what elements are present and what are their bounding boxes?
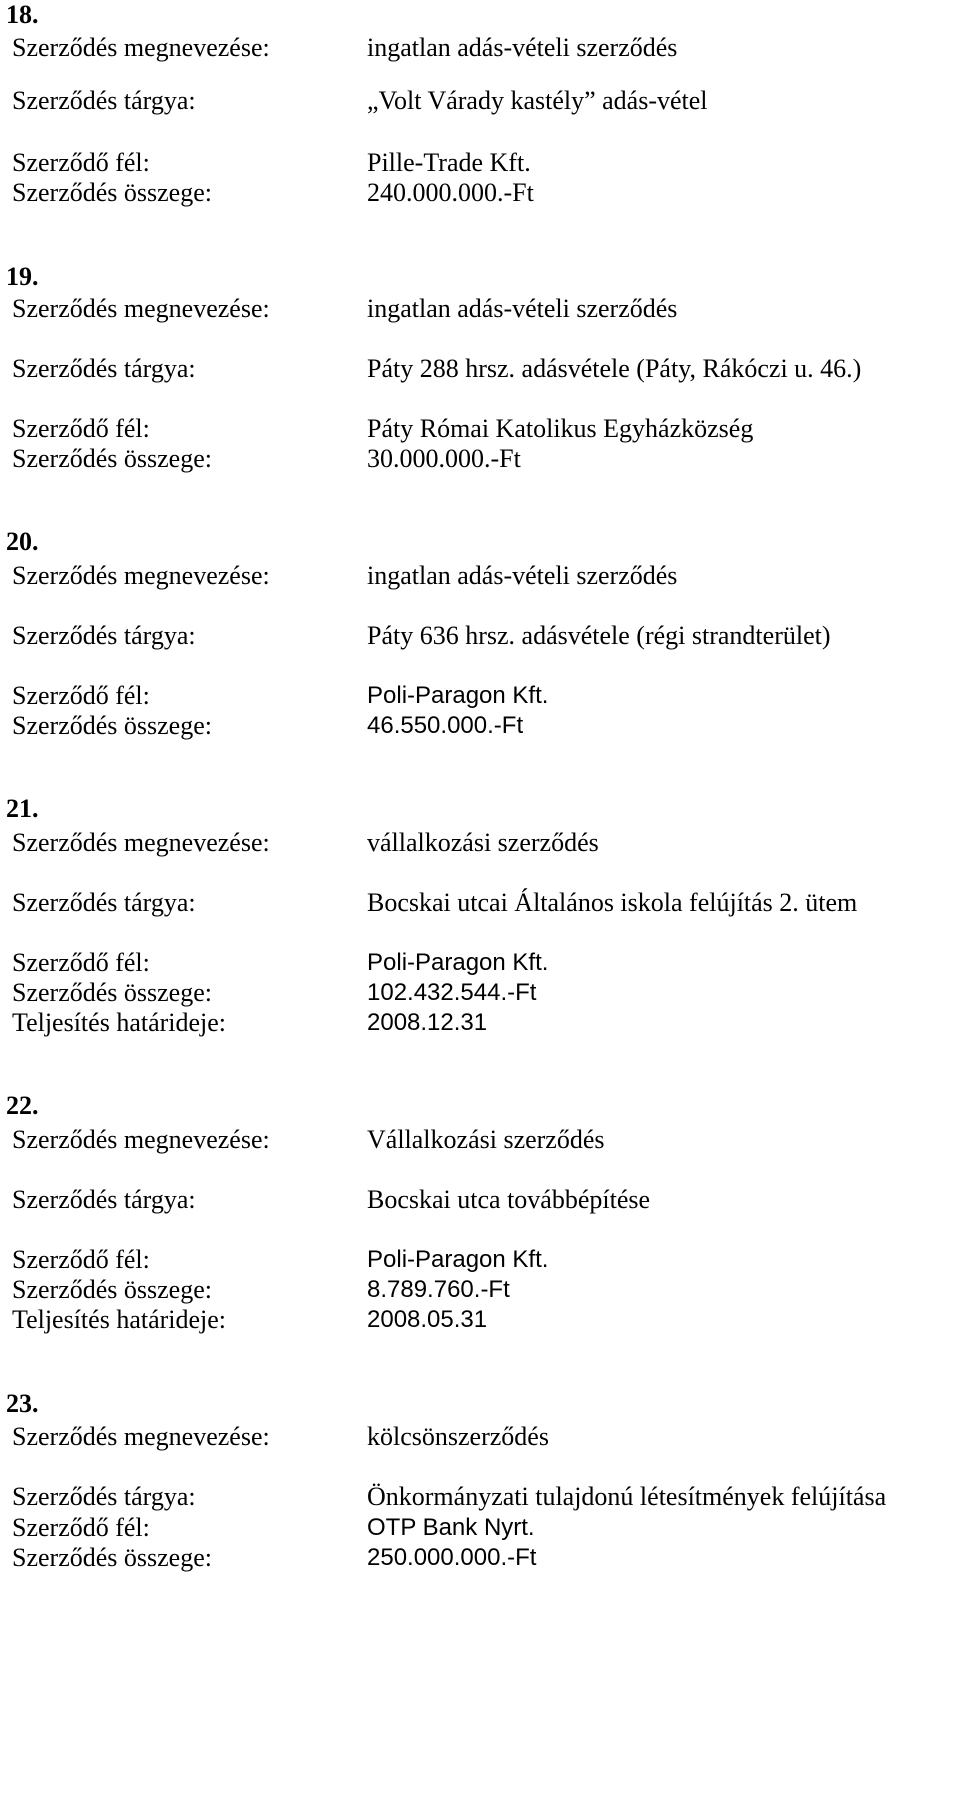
name-label: Szerződés megnevezése: [12, 828, 270, 857]
contract-name: kölcsönszerződés [367, 1422, 549, 1451]
contract-number: 23. [6, 1389, 39, 1418]
party-label: Szerződő fél: [12, 414, 150, 443]
contract-name: Vállalkozási szerződés [367, 1125, 605, 1154]
contract-name: ingatlan adás-vételi szerződés [367, 294, 678, 323]
contract-amount: 8.789.760.-Ft [367, 1276, 510, 1303]
name-label: Szerződés megnevezése: [12, 1125, 270, 1154]
subject-label: Szerződés tárgya: [12, 1482, 196, 1511]
contract-subject: Páty 288 hrsz. adásvétele (Páty, Rákóczi u. 46.) [367, 354, 862, 383]
party-label: Szerződő fél: [12, 148, 150, 177]
name-label: Szerződés megnevezése: [12, 561, 270, 590]
contract-party: Poli-Paragon Kft. [367, 1246, 549, 1273]
amount-label: Szerződés összege: [12, 178, 212, 207]
amount-label: Szerződés összege: [12, 444, 212, 473]
amount-label: Szerződés összege: [12, 1275, 212, 1304]
contract-party: OTP Bank Nyrt. [367, 1514, 535, 1541]
amount-label: Szerződés összege: [12, 711, 212, 740]
party-label: Szerződő fél: [12, 681, 150, 710]
contract-number: 19. [6, 262, 39, 291]
contract-number: 18. [6, 0, 39, 29]
contract-deadline: 2008.05.31 [367, 1306, 488, 1333]
contract-party: Páty Római Katolikus Egyházközség [367, 414, 754, 443]
contract-amount: 240.000.000.-Ft [367, 178, 534, 207]
party-label: Szerződő fél: [12, 1513, 150, 1542]
contract-number: 20. [6, 527, 39, 556]
contract-subject: Bocskai utcai Általános iskola felújítás 2. ütem [367, 888, 858, 917]
contract-number: 21. [6, 794, 39, 823]
contract-amount: 250.000.000.-Ft [367, 1544, 537, 1571]
deadline-label: Teljesítés határideje: [12, 1008, 227, 1037]
amount-label: Szerződés összege: [12, 978, 212, 1007]
party-label: Szerződő fél: [12, 1245, 150, 1274]
contract-party: Poli-Paragon Kft. [367, 949, 549, 976]
name-label: Szerződés megnevezése: [12, 294, 270, 323]
contract-subject: „Volt Várady kastély” adás-vétel [367, 86, 708, 115]
contract-name: ingatlan adás-vételi szerződés [367, 561, 678, 590]
contract-name: vállalkozási szerződés [367, 828, 599, 857]
contract-subject: Bocskai utca továbbépítése [367, 1185, 651, 1214]
party-label: Szerződő fél: [12, 948, 150, 977]
contract-number: 22. [6, 1091, 39, 1120]
subject-label: Szerződés tárgya: [12, 1185, 196, 1214]
contract-amount: 46.550.000.-Ft [367, 712, 524, 739]
contract-subject: Önkormányzati tulajdonú létesítmények felújítása [367, 1482, 887, 1511]
subject-label: Szerződés tárgya: [12, 86, 196, 115]
contract-name: ingatlan adás-vételi szerződés [367, 33, 678, 62]
contract-amount: 102.432.544.-Ft [367, 979, 537, 1006]
subject-label: Szerződés tárgya: [12, 621, 196, 650]
contract-amount: 30.000.000.-Ft [367, 444, 521, 473]
contract-party: Poli-Paragon Kft. [367, 682, 549, 709]
deadline-label: Teljesítés határideje: [12, 1305, 227, 1334]
name-label: Szerződés megnevezése: [12, 33, 270, 62]
subject-label: Szerződés tárgya: [12, 888, 196, 917]
contract-party: Pille-Trade Kft. [367, 148, 531, 177]
name-label: Szerződés megnevezése: [12, 1422, 270, 1451]
amount-label: Szerződés összege: [12, 1543, 212, 1572]
contract-subject: Páty 636 hrsz. adásvétele (régi strandterület) [367, 621, 831, 650]
contract-deadline: 2008.12.31 [367, 1009, 488, 1036]
subject-label: Szerződés tárgya: [12, 354, 196, 383]
